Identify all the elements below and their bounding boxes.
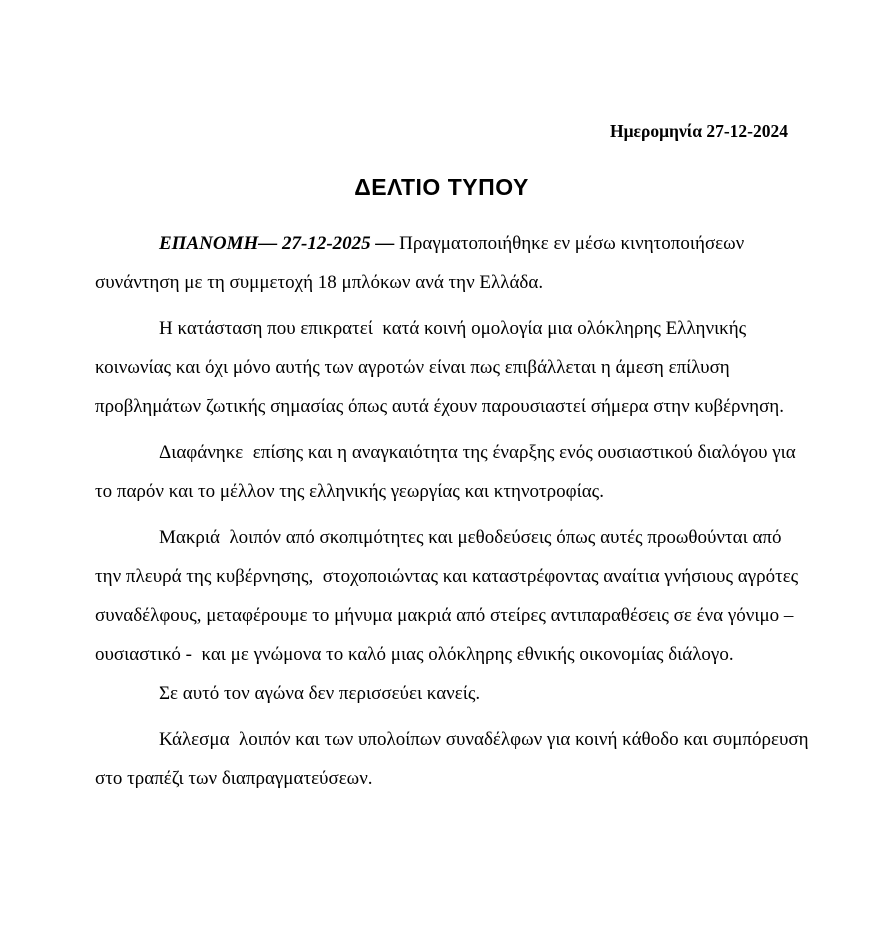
paragraph-3 xyxy=(95,433,796,511)
text-line: προβλημάτων ζωτικής σημασίας όπως αυτά έχουν παρουσιαστεί σήμερα στην κυβέρνηση. xyxy=(95,396,784,417)
text-line-run: Πραγματοποιήθηκε εν μέσω κινητοποιήσεων xyxy=(399,233,745,254)
text-line: την πλευρά της κυβέρνησης, στοχοποιώντας και καταστρέφοντας αναίτια γνήσιους αγρότες xyxy=(95,566,799,587)
paragraph-2 xyxy=(95,309,788,426)
text-line: Η κατάσταση που επικρατεί κατά κοινή ομολογία μια ολόκληρης Ελληνικής xyxy=(159,318,747,339)
paragraph-1 xyxy=(95,224,788,302)
text-line: συναδέλφους, μεταφέρουμε το μήνυμα μακριά από στείρες αντιπαραθέσεις σε ένα γόνιμο – xyxy=(95,605,794,626)
text-line: συνάντηση με τη συμμετοχή 18 μπλόκων ανά την Ελλάδα. xyxy=(95,272,544,293)
text-line: το παρόν και το μέλλον της ελληνικής γεωργίας και κτηνοτροφίας. xyxy=(95,481,604,502)
paragraph-5 xyxy=(95,674,788,713)
text-line xyxy=(95,224,788,263)
paragraph-1-dateline-lead: ΕΠΑΝΟΜΗ— 27-12-2025 — xyxy=(159,233,400,254)
text-line: Μακριά λοιπόν από σκοπιμότητες και μεθοδεύσεις όπως αυτές προωθούνται από xyxy=(159,527,782,548)
document-body xyxy=(95,224,809,798)
text-line: ουσιαστικό - και με γνώμονα το καλό μιας ολόκληρης εθνικής οικονομίας διάλογο. xyxy=(95,644,734,665)
date-line: Ημερομηνία 27-12-2024 xyxy=(609,121,788,141)
text-line: στο τραπέζι των διαπραγματεύσεων. xyxy=(95,768,373,789)
text-line: Σε αυτό τον αγώνα δεν περισσεύει κανείς. xyxy=(159,683,481,704)
text-line: Διαφάνηκε επίσης και η αναγκαιότητα της έναρξης ενός ουσιαστικού διαλόγου για xyxy=(159,442,796,463)
press-release-title: ΔΕΛΤΙΟ ΤΥΠΟΥ xyxy=(354,174,529,200)
text-line: κοινωνίας και όχι μόνο αυτής των αγροτών είναι πως επιβάλλεται η άμεση επίλυση xyxy=(95,357,730,378)
paragraph-4 xyxy=(95,518,799,674)
paragraph-6 xyxy=(95,720,809,798)
text-line: Κάλεσμα λοιπόν και των υπολοίπων συναδέλφων για κοινή κάθοδο και συμπόρευση xyxy=(159,729,809,750)
